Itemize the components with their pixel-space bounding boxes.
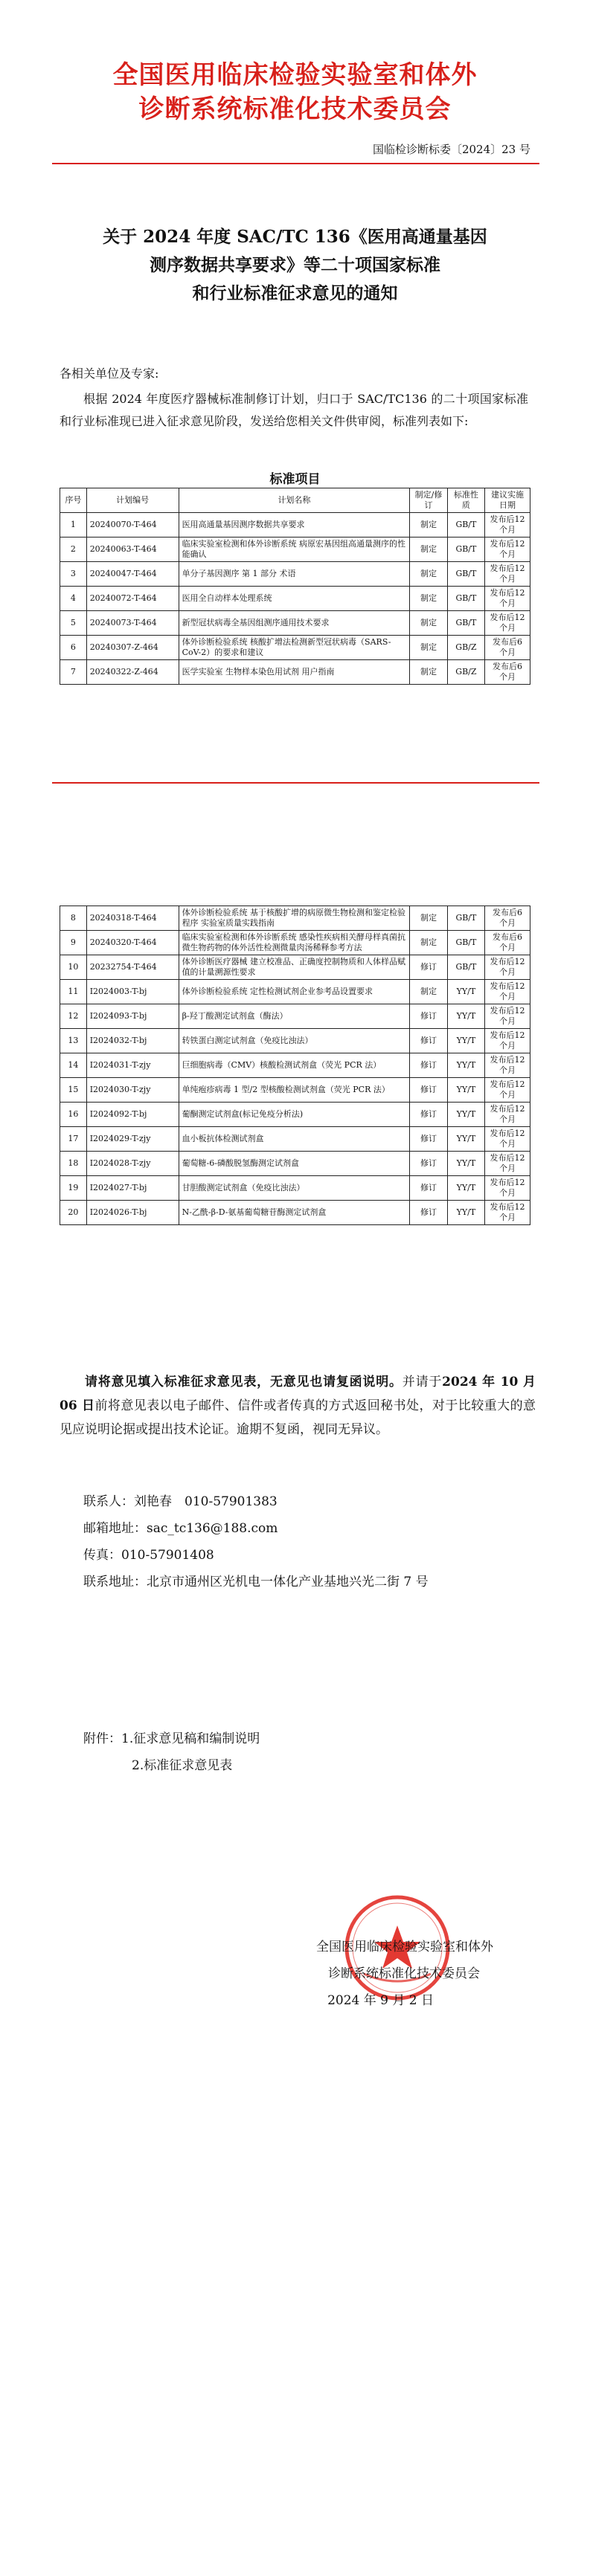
table-row bbox=[60, 955, 530, 980]
row-standard-nature: GB/T bbox=[447, 587, 484, 611]
row-implementation-date: 发布后12 个月 bbox=[485, 955, 530, 980]
row-plan-name: 转铁蛋白测定试剂盒（免疫比浊法） bbox=[179, 1029, 410, 1053]
signature-date: 2024 年 9 月 2 日 bbox=[327, 1993, 434, 2008]
contact-fax: 传真：010-57901408 bbox=[83, 1548, 214, 1563]
table-row bbox=[60, 1201, 530, 1225]
section-divider bbox=[52, 782, 539, 784]
row-implementation-date: 发布后12 个月 bbox=[485, 611, 530, 636]
row-revision-type: 修订 bbox=[410, 1127, 447, 1152]
row-revision-type: 制定 bbox=[410, 513, 447, 538]
row-revision-type: 制定 bbox=[410, 587, 447, 611]
header-name: 计划名称 bbox=[179, 488, 410, 513]
row-revision-type: 制定 bbox=[410, 611, 447, 636]
row-number: 3 bbox=[60, 562, 87, 587]
row-implementation-date: 发布后6 个月 bbox=[485, 931, 530, 955]
row-plan-name: 新型冠状病毒全基因组测序通用技术要求 bbox=[179, 611, 410, 636]
row-revision-type: 修订 bbox=[410, 1029, 447, 1053]
table-row bbox=[60, 1152, 530, 1176]
row-revision-type: 制定 bbox=[410, 562, 447, 587]
row-plan-name: 血小板抗体检测试剂盒 bbox=[179, 1127, 410, 1152]
table-row bbox=[60, 660, 530, 685]
row-plan-code: 20240307-Z-464 bbox=[86, 636, 179, 660]
table-row bbox=[60, 931, 530, 955]
table-row bbox=[60, 1127, 530, 1152]
header-code: 计划编号 bbox=[86, 488, 179, 513]
row-standard-nature: GB/T bbox=[447, 611, 484, 636]
table-row bbox=[60, 906, 530, 931]
organization-title-line2: 诊断系统标准化技术委员会 bbox=[138, 94, 452, 124]
row-plan-name: 葡酮测定试剂盒(标记免疫分析法) bbox=[179, 1103, 410, 1127]
row-standard-nature: GB/Z bbox=[447, 660, 484, 685]
row-implementation-date: 发布后12 个月 bbox=[485, 513, 530, 538]
table-row bbox=[60, 1078, 530, 1103]
row-plan-name: 体外诊断检验系统 核酸扩增法检测新型冠状病毒（SARS-CoV-2）的要求和建议 bbox=[179, 636, 410, 660]
row-number: 6 bbox=[60, 636, 87, 660]
row-implementation-date: 发布后12 个月 bbox=[485, 1176, 530, 1201]
header-no: 序号 bbox=[60, 488, 87, 513]
row-standard-nature: YY/T bbox=[447, 1103, 484, 1127]
row-revision-type: 修订 bbox=[410, 955, 447, 980]
table-caption: 标准项目 bbox=[269, 472, 321, 487]
row-implementation-date: 发布后6 个月 bbox=[485, 906, 530, 931]
header-nature: 标准性质 bbox=[447, 488, 484, 513]
table-row bbox=[60, 538, 530, 562]
row-number: 18 bbox=[60, 1152, 87, 1176]
deadline-date: 2024 年 10 月 06 日 bbox=[60, 1375, 536, 1413]
row-plan-name: 体外诊断医疗器械 建立校准品、正确度控制物质和人体样品赋值的计量溯源性要求 bbox=[179, 955, 410, 980]
row-number: 14 bbox=[60, 1053, 87, 1078]
row-plan-name: β-羟丁酸测定试剂盒（酶法） bbox=[179, 1004, 410, 1029]
row-implementation-date: 发布后6 个月 bbox=[485, 636, 530, 660]
organization-title bbox=[30, 58, 560, 126]
row-plan-code: 20240073-T-464 bbox=[86, 611, 179, 636]
table-row bbox=[60, 1176, 530, 1201]
row-number: 7 bbox=[60, 660, 87, 685]
row-plan-code: I2024031-T-zjy bbox=[86, 1053, 179, 1078]
row-implementation-date: 发布后12 个月 bbox=[485, 1103, 530, 1127]
row-revision-type: 修订 bbox=[410, 1053, 447, 1078]
standards-table-part2 bbox=[60, 906, 530, 1225]
row-number: 4 bbox=[60, 587, 87, 611]
row-implementation-date: 发布后12 个月 bbox=[485, 562, 530, 587]
row-standard-nature: GB/Z bbox=[447, 636, 484, 660]
row-implementation-date: 发布后12 个月 bbox=[485, 1053, 530, 1078]
row-plan-code: I2024027-T-bj bbox=[86, 1176, 179, 1201]
row-revision-type: 制定 bbox=[410, 931, 447, 955]
notice-title bbox=[60, 223, 530, 308]
row-standard-nature: YY/T bbox=[447, 1201, 484, 1225]
organization-title-line1: 全国医用临床检验实验室和体外 bbox=[112, 60, 478, 90]
row-number: 1 bbox=[60, 513, 87, 538]
row-plan-name: 巨细胞病毒（CMV）核酸检测试剂盒（荧光 PCR 法） bbox=[179, 1053, 410, 1078]
row-plan-name: 单分子基因测序 第 1 部分 术语 bbox=[179, 562, 410, 587]
row-plan-code: 20240322-Z-464 bbox=[86, 660, 179, 685]
row-standard-nature: YY/T bbox=[447, 1176, 484, 1201]
row-implementation-date: 发布后12 个月 bbox=[485, 538, 530, 562]
row-number: 9 bbox=[60, 931, 87, 955]
row-number: 11 bbox=[60, 980, 87, 1004]
row-standard-nature: GB/T bbox=[447, 906, 484, 931]
table-row bbox=[60, 1053, 530, 1078]
row-plan-name: 单纯疱疹病毒 1 型/2 型核酸检测试剂盒（荧光 PCR 法） bbox=[179, 1078, 410, 1103]
notice-title-line2: 测序数据共享要求》等二十项国家标准 bbox=[150, 255, 440, 275]
row-standard-nature: YY/T bbox=[447, 980, 484, 1004]
row-standard-nature: YY/T bbox=[447, 1127, 484, 1152]
row-plan-code: I2024026-T-bj bbox=[86, 1201, 179, 1225]
notice-bold-text: 请将意见填入标准征求意见表，无意见也请复函说明。 bbox=[85, 1375, 403, 1389]
row-revision-type: 修订 bbox=[410, 1201, 447, 1225]
row-number: 20 bbox=[60, 1201, 87, 1225]
row-revision-type: 制定 bbox=[410, 980, 447, 1004]
document-number: 国临检诊断标委〔2024〕23 号 bbox=[372, 143, 530, 156]
row-number: 16 bbox=[60, 1103, 87, 1127]
row-implementation-date: 发布后12 个月 bbox=[485, 1127, 530, 1152]
row-number: 10 bbox=[60, 955, 87, 980]
row-revision-type: 修订 bbox=[410, 1176, 447, 1201]
standards-table-part1 bbox=[60, 488, 530, 685]
row-revision-type: 修订 bbox=[410, 1004, 447, 1029]
row-revision-type: 制定 bbox=[410, 660, 447, 685]
table-row bbox=[60, 1103, 530, 1127]
row-standard-nature: GB/T bbox=[447, 931, 484, 955]
row-standard-nature: YY/T bbox=[447, 1004, 484, 1029]
row-standard-nature: YY/T bbox=[447, 1152, 484, 1176]
row-standard-nature: GB/T bbox=[447, 513, 484, 538]
row-plan-code: 20240072-T-464 bbox=[86, 587, 179, 611]
attachment-2: 2.标准征求意见表 bbox=[132, 1758, 233, 1773]
row-plan-code: 20232754-T-464 bbox=[86, 955, 179, 980]
row-implementation-date: 发布后12 个月 bbox=[485, 980, 530, 1004]
row-plan-name: 体外诊断检验系统 基于核酸扩增的病原微生物检测和鉴定检验程序 实验室质量实践指南 bbox=[179, 906, 410, 931]
row-plan-code: I2024028-T-zjy bbox=[86, 1152, 179, 1176]
row-number: 12 bbox=[60, 1004, 87, 1029]
row-revision-type: 制定 bbox=[410, 906, 447, 931]
row-implementation-date: 发布后12 个月 bbox=[485, 587, 530, 611]
notice-paragraph bbox=[60, 1370, 536, 1442]
row-number: 17 bbox=[60, 1127, 87, 1152]
row-revision-type: 制定 bbox=[410, 538, 447, 562]
row-plan-code: 20240318-T-464 bbox=[86, 906, 179, 931]
header-type: 制定/修订 bbox=[410, 488, 447, 513]
row-number: 15 bbox=[60, 1078, 87, 1103]
row-plan-name: 医用高通量基因测序数据共享要求 bbox=[179, 513, 410, 538]
table-row bbox=[60, 980, 530, 1004]
header-impl: 建议实施日期 bbox=[485, 488, 530, 513]
row-implementation-date: 发布后12 个月 bbox=[485, 1029, 530, 1053]
row-plan-code: I2024032-T-bj bbox=[86, 1029, 179, 1053]
table-row bbox=[60, 562, 530, 587]
row-plan-name: 临床实验室检测和体外诊断系统 病原宏基因组高通量测序的性能确认 bbox=[179, 538, 410, 562]
row-plan-code: I2024003-T-bj bbox=[86, 980, 179, 1004]
table-row bbox=[60, 1029, 530, 1053]
row-standard-nature: YY/T bbox=[447, 1029, 484, 1053]
row-revision-type: 修订 bbox=[410, 1152, 447, 1176]
row-plan-code: 20240320-T-464 bbox=[86, 931, 179, 955]
row-standard-nature: GB/T bbox=[447, 538, 484, 562]
row-plan-code: 20240063-T-464 bbox=[86, 538, 179, 562]
contact-person: 联系人：刘艳春 010-57901383 bbox=[83, 1494, 278, 1509]
row-plan-code: I2024092-T-bj bbox=[86, 1103, 179, 1127]
row-standard-nature: YY/T bbox=[447, 1078, 484, 1103]
row-standard-nature: GB/T bbox=[447, 955, 484, 980]
row-plan-code: 20240070-T-464 bbox=[86, 513, 179, 538]
row-number: 5 bbox=[60, 611, 87, 636]
row-plan-code: I2024030-T-zjy bbox=[86, 1078, 179, 1103]
contact-address: 联系地址：北京市通州区光机电一体化产业基地兴光二街 7 号 bbox=[83, 1575, 429, 1589]
row-plan-name: 医学实验室 生物样本染色用试剂 用户指南 bbox=[179, 660, 410, 685]
row-plan-name: 葡萄糖-6-磷酸脱氢酶测定试剂盒 bbox=[179, 1152, 410, 1176]
table-row bbox=[60, 587, 530, 611]
table-header-row bbox=[60, 488, 530, 513]
table-row bbox=[60, 1004, 530, 1029]
signature-org-line1: 全国医用临床检验实验室和体外 bbox=[316, 1940, 493, 1954]
row-plan-name: N-乙酰-β-D-氨基葡萄糖苷酶测定试剂盒 bbox=[179, 1201, 410, 1225]
row-number: 19 bbox=[60, 1176, 87, 1201]
row-number: 13 bbox=[60, 1029, 87, 1053]
intro-paragraph: 根据 2024 年度医疗器械标准制修订计划，归口于 SAC/TC136 的二十项国家标准和行业标准现已进入征求意见阶段，发送给您相关文件供审阅，标准列表如下: bbox=[60, 392, 528, 428]
row-plan-code: I2024029-T-zjy bbox=[86, 1127, 179, 1152]
row-plan-name: 甘胆酸测定试剂盒（免疫比浊法） bbox=[179, 1176, 410, 1201]
attachment-1: 附件：1.征求意见稿和编制说明 bbox=[83, 1731, 260, 1746]
row-revision-type: 修订 bbox=[410, 1103, 447, 1127]
row-standard-nature: GB/T bbox=[447, 562, 484, 587]
salutation: 各相关单位及专家: bbox=[60, 367, 159, 381]
row-plan-name: 体外诊断检验系统 定性检测试剂企业参考品设置要求 bbox=[179, 980, 410, 1004]
row-plan-name: 临床实验室检测和体外诊断系统 感染性疾病相关酵母样真菌抗微生物药物的体外活性检测微量肉汤稀释参考方法 bbox=[179, 931, 410, 955]
row-implementation-date: 发布后6 个月 bbox=[485, 660, 530, 685]
row-implementation-date: 发布后12 个月 bbox=[485, 1201, 530, 1225]
row-revision-type: 修订 bbox=[410, 1078, 447, 1103]
row-plan-code: I2024093-T-bj bbox=[86, 1004, 179, 1029]
row-revision-type: 制定 bbox=[410, 636, 447, 660]
row-plan-code: 20240047-T-464 bbox=[86, 562, 179, 587]
notice-rest-text: 前将意见表以电子邮件、信件或者传真的方式返回秘书处，对于比较重大的意见应说明论据或提出技术论证。逾期不复函，视同无异议。 bbox=[60, 1398, 536, 1437]
row-plan-name: 医用全自动样本处理系统 bbox=[179, 587, 410, 611]
row-implementation-date: 发布后12 个月 bbox=[485, 1004, 530, 1029]
notice-mid-text: 并请于 bbox=[402, 1375, 443, 1389]
row-number: 8 bbox=[60, 906, 87, 931]
contact-email: 邮箱地址：sac_tc136@188.com bbox=[83, 1521, 278, 1536]
notice-title-line3: 和行业标准征求意见的通知 bbox=[192, 283, 398, 303]
notice-title-line1: 关于 2024 年度 SAC/TC 136《医用高通量基因 bbox=[103, 227, 487, 247]
header-divider bbox=[52, 163, 539, 164]
table-row bbox=[60, 513, 530, 538]
row-implementation-date: 发布后12 个月 bbox=[485, 1152, 530, 1176]
signature-org-line2: 诊断系统标准化技术委员会 bbox=[328, 1966, 480, 1981]
row-number: 2 bbox=[60, 538, 87, 562]
table-row bbox=[60, 611, 530, 636]
row-implementation-date: 发布后12 个月 bbox=[485, 1078, 530, 1103]
table-row bbox=[60, 636, 530, 660]
row-standard-nature: YY/T bbox=[447, 1053, 484, 1078]
